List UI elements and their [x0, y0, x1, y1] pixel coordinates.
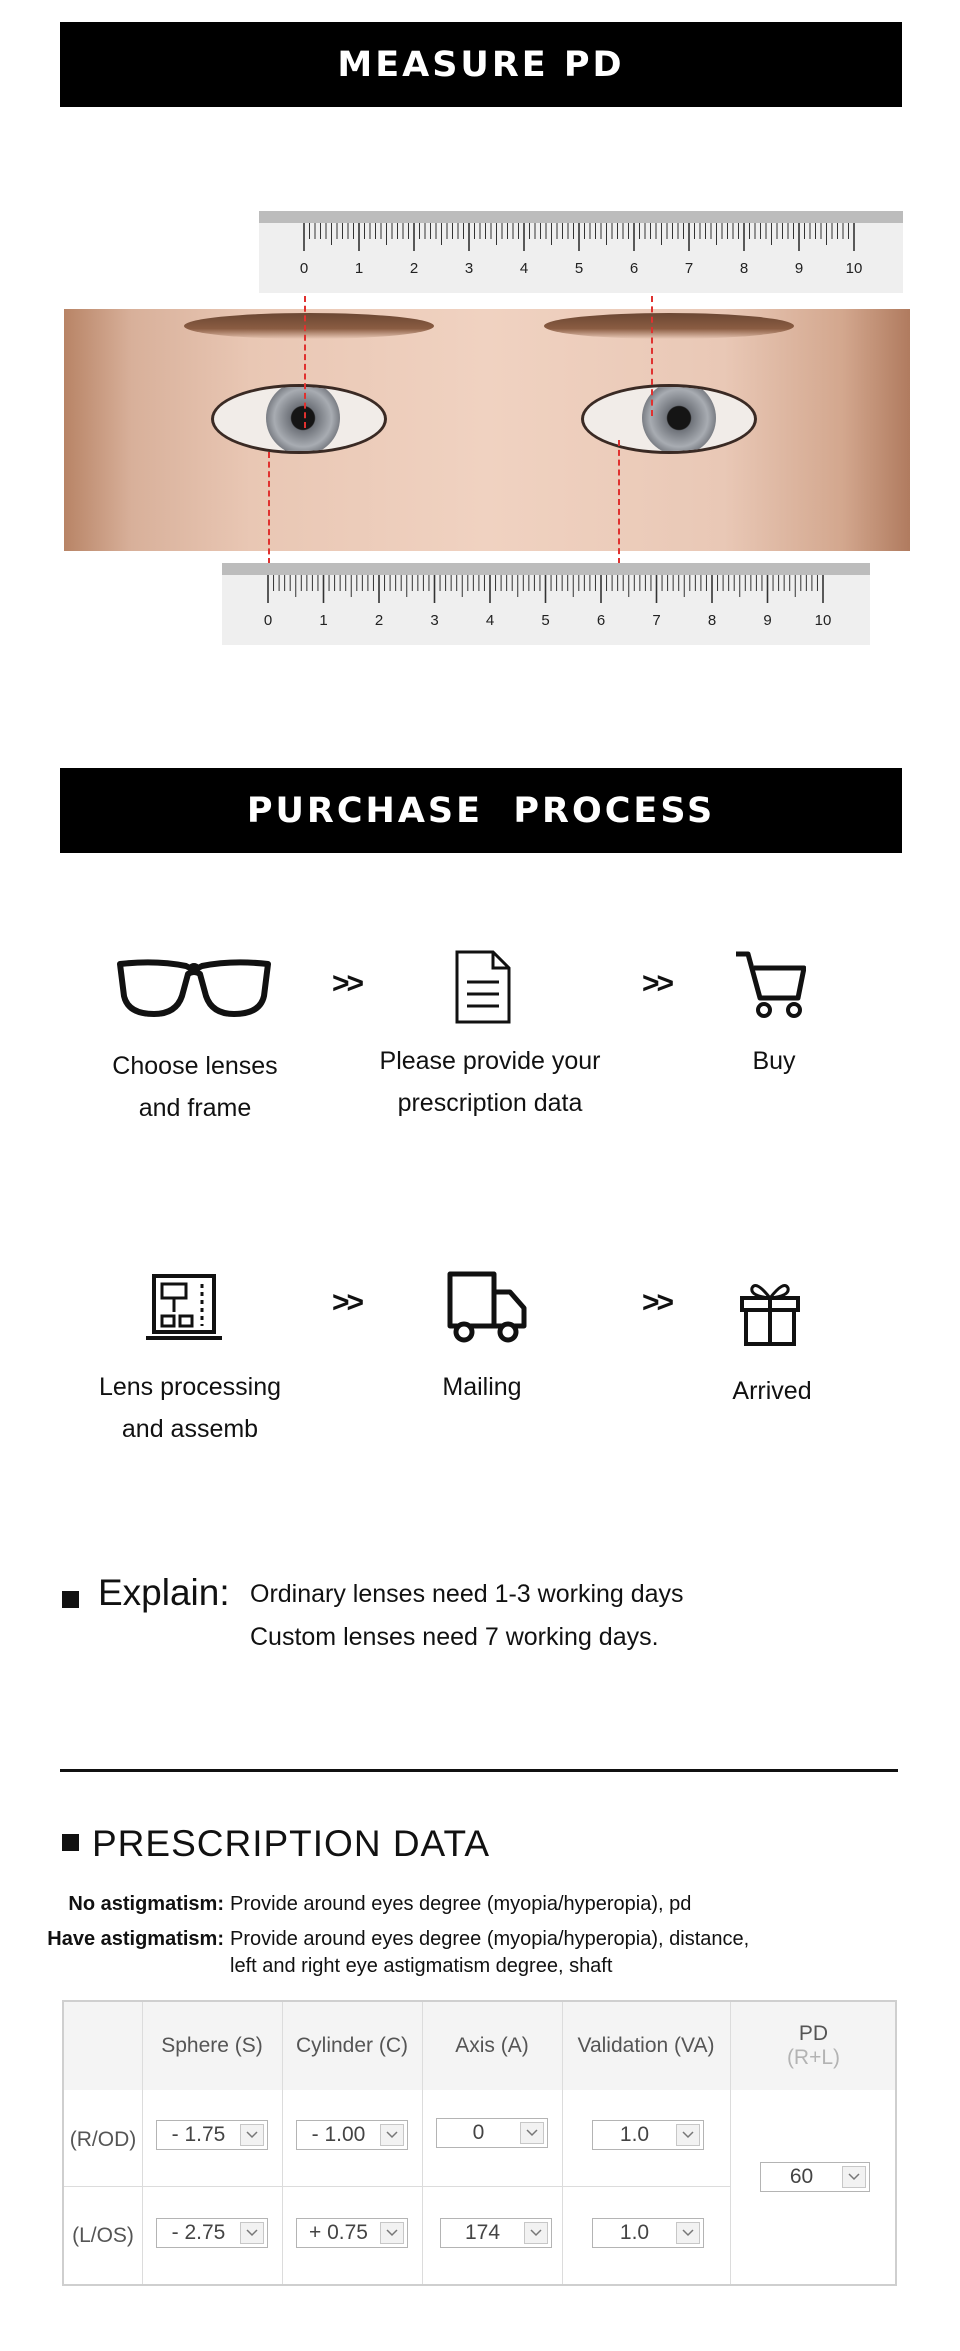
left-pupil-line-bottom: [268, 452, 270, 564]
have-astigmatism-label: Have astigmatism:: [47, 1928, 224, 1950]
chevron-down-icon: [240, 2124, 264, 2146]
cylinder-select-right[interactable]: - 1.00: [296, 2120, 408, 2150]
ruler-number: 6: [596, 612, 606, 629]
ruler-number: 0: [299, 260, 309, 277]
row-label-rod: (R/OD): [69, 2128, 137, 2151]
left-eye: [214, 387, 384, 451]
right-pupil-line-bottom: [618, 440, 620, 564]
sphere-select-right[interactable]: - 1.75: [156, 2120, 268, 2150]
va-select-right[interactable]: 1.0: [592, 2120, 704, 2150]
process-arrow-4: >>: [642, 1286, 672, 1319]
right-eye: [584, 387, 754, 451]
ruler-number: 8: [739, 260, 749, 277]
ruler-number: 3: [430, 612, 439, 629]
no-astigmatism-text: Provide around eyes degree (myopia/hyperopia), pd: [230, 1893, 692, 1915]
va-select-left[interactable]: 1.0: [592, 2218, 704, 2248]
ruler-number: 2: [374, 612, 384, 629]
ruler-number: 2: [409, 260, 419, 277]
header-cylinder: Cylinder (C): [295, 2034, 408, 2057]
ruler-number: 5: [574, 260, 584, 277]
chevron-down-icon: [380, 2124, 404, 2146]
ruler-number: 9: [763, 612, 772, 629]
process-arrow-2: >>: [642, 967, 672, 1000]
cylinder-select-left[interactable]: + 0.75: [296, 2218, 408, 2248]
chevron-down-icon: [842, 2166, 866, 2188]
ruler-number: 1: [319, 612, 328, 629]
no-astigmatism-label: No astigmatism:: [68, 1893, 224, 1915]
ruler-number: 8: [707, 612, 717, 629]
document-icon: [455, 950, 511, 1024]
axis-select-left[interactable]: 174: [440, 2218, 552, 2248]
chevron-down-icon: [676, 2124, 700, 2146]
ruler-number: 3: [464, 260, 474, 277]
lens-machine-icon: [146, 1272, 222, 1342]
ruler-number: 7: [684, 260, 694, 277]
row-label-los: (L/OS): [72, 2224, 134, 2247]
right-eyebrow: [544, 313, 794, 339]
ruler-number: 4: [519, 260, 529, 277]
ruler-number: 10: [814, 612, 832, 629]
step-prescription-label: Please provide your prescription data: [379, 1047, 601, 1117]
process-arrow-1: >>: [332, 967, 362, 1000]
prescription-table: [62, 2000, 897, 2286]
pd-select[interactable]: 60: [760, 2162, 870, 2192]
top-ruler-ticks: [259, 211, 903, 293]
chevron-down-icon: [524, 2222, 548, 2244]
prescription-bullet: [62, 1834, 79, 1851]
step-mailing-label: Mailing: [442, 1373, 522, 1401]
sphere-select-left[interactable]: - 2.75: [156, 2218, 268, 2248]
process-arrow-3: >>: [332, 1286, 362, 1319]
ruler-number: 0: [263, 612, 273, 629]
ruler-number: 5: [541, 612, 550, 629]
step-arrived-label: Arrived: [732, 1377, 812, 1405]
section-divider: [60, 1769, 898, 1772]
ruler-number: 10: [845, 260, 863, 277]
chevron-down-icon: [676, 2222, 700, 2244]
axis-select-right[interactable]: 0: [436, 2118, 548, 2148]
header-axis: Axis (A): [455, 2034, 529, 2057]
header-pd: PD (R+L): [786, 2022, 841, 2069]
ruler-number: 4: [485, 612, 495, 629]
step-processing-label: Lens processing and assemb: [98, 1373, 282, 1443]
left-iris: [266, 387, 340, 451]
glasses-icon: [116, 958, 272, 1018]
right-iris: [642, 387, 716, 451]
purchase-process-title: PURCHASE PROCESS: [246, 790, 716, 831]
prescription-title: PRESCRIPTION DATA: [92, 1823, 491, 1864]
left-pupil-line-top: [304, 296, 306, 428]
top-ruler: [259, 211, 903, 293]
bottom-ruler-ticks: [222, 563, 870, 645]
explain-line-1: Ordinary lenses need 1-3 working days: [250, 1580, 684, 1608]
explain-line-2: Custom lenses need 7 working days.: [250, 1623, 659, 1651]
header-sphere: Sphere (S): [161, 2034, 263, 2057]
chevron-down-icon: [520, 2122, 544, 2144]
chevron-down-icon: [380, 2222, 404, 2244]
ruler-number: 9: [794, 260, 804, 277]
eyes-photo: [64, 309, 910, 551]
measure-pd-banner: [60, 22, 902, 107]
bottom-ruler: [222, 563, 870, 645]
ruler-number: 7: [652, 612, 661, 629]
step-choose-label: Choose lenses and frame: [112, 1052, 278, 1122]
measure-pd-title: MEASURE PD: [337, 44, 625, 85]
gift-icon: [738, 1278, 802, 1346]
chevron-down-icon: [240, 2222, 264, 2244]
have-astigmatism-text: Provide around eyes degree (myopia/hyperopia), distance, left and right eye astigmatism degree, shaft: [230, 1928, 750, 1977]
step-buy-label: Buy: [752, 1047, 796, 1075]
right-pupil-line-top: [651, 296, 653, 416]
header-validation: Validation (VA): [577, 2034, 715, 2057]
purchase-process-banner: [60, 768, 902, 853]
cart-icon: [734, 950, 806, 1020]
explain-bullet: [62, 1591, 79, 1608]
truck-icon: [446, 1270, 528, 1344]
left-eyebrow: [184, 313, 434, 339]
ruler-number: 1: [354, 260, 364, 277]
explain-title: Explain:: [98, 1572, 230, 1613]
ruler-number: 6: [629, 260, 639, 277]
